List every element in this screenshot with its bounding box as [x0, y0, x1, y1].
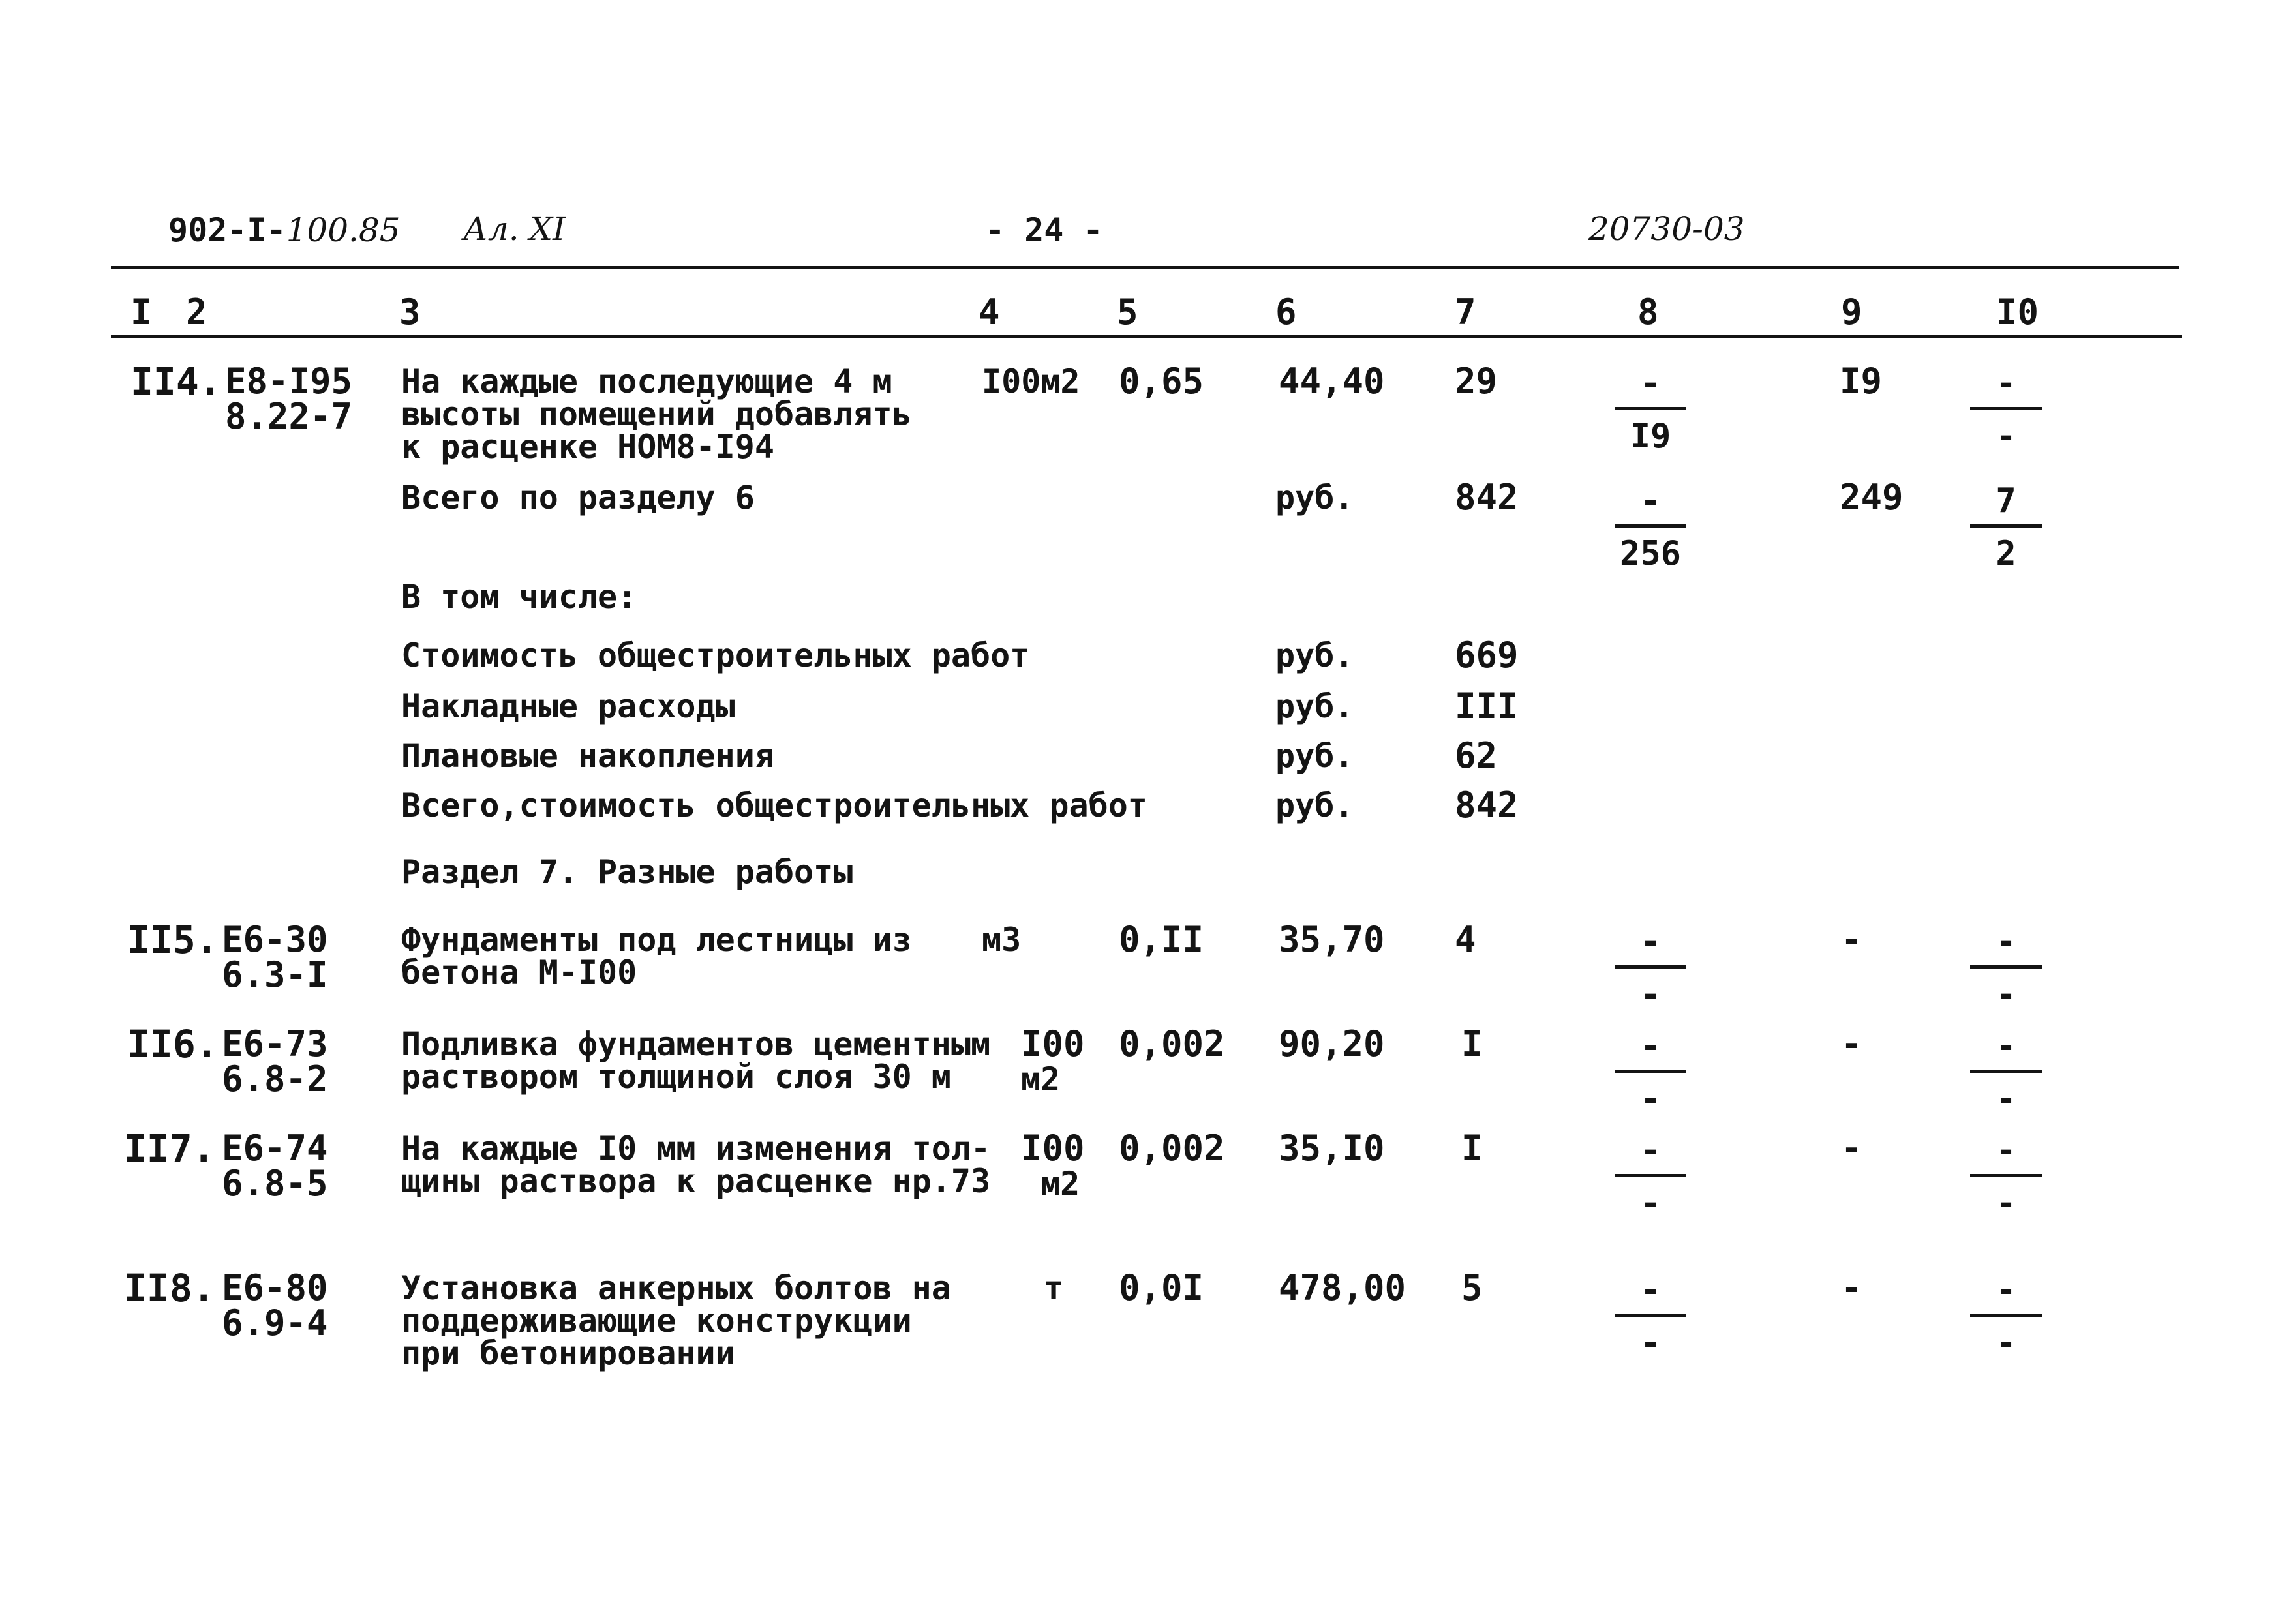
col-header-5: 5: [1117, 292, 1138, 333]
col-header-10: I0: [1996, 292, 2039, 333]
unit: I00: [1021, 1128, 1085, 1169]
total-cost: 4: [1455, 919, 1476, 960]
doc-code-printed: 902-I-: [168, 211, 286, 249]
breakdown-unit: руб.: [1275, 787, 1354, 824]
breakdown-label: Накладные расходы: [401, 687, 735, 725]
rate-subcode: 6.3-I: [222, 954, 328, 995]
col8-fraction: [1615, 1027, 1686, 1119]
fraction-denominator: -: [1640, 1184, 1661, 1223]
col9-value: -: [1841, 919, 1862, 960]
col-header-1: I: [130, 292, 152, 333]
col-header-6: 6: [1275, 292, 1297, 333]
work-description-line: раствором толщиной слоя 30 м: [401, 1058, 951, 1096]
doc-code: [168, 211, 401, 249]
work-description-line: щины раствора к расценке нр.73: [401, 1162, 991, 1200]
breakdown-value: 62: [1455, 735, 1498, 776]
breakdown-unit: руб.: [1275, 687, 1354, 725]
rate-subcode: 6.8-5: [222, 1163, 328, 1204]
fraction-bar: [1970, 965, 2042, 969]
unit: I00: [1021, 1023, 1085, 1064]
fraction-numerator: -: [1640, 922, 1661, 961]
column-header-rule: [111, 335, 2182, 338]
unit-line-2: м2: [1021, 1060, 1061, 1098]
section-total-value: 842: [1455, 477, 1519, 518]
col8-fraction: [1615, 1131, 1686, 1223]
fraction-denominator: -: [1640, 975, 1661, 1014]
quantity: 0,0I: [1119, 1267, 1204, 1308]
fraction-numerator: -: [1640, 1027, 1661, 1066]
breakdown-value: 669: [1455, 635, 1519, 676]
breakdown-label: Стоимость общестроительных работ: [401, 637, 1030, 674]
rate-code: E6-74: [222, 1128, 328, 1169]
total-cost: I: [1461, 1023, 1483, 1064]
fraction-numerator: -: [1996, 364, 2016, 403]
work-description-line: при бетонировании: [401, 1334, 735, 1372]
fraction-denominator: -: [1996, 975, 2016, 1014]
breakdown-label: Всего,стоимость общестроительных работ: [401, 787, 1147, 824]
page-number: - 24 -: [985, 211, 1103, 249]
work-description-line: Подливка фундаментов цементным: [401, 1025, 991, 1063]
fraction-denominator: -: [1996, 1079, 2016, 1119]
col9-value: I9: [1840, 361, 1883, 402]
rate-code: E6-73: [222, 1023, 328, 1064]
fraction-numerator: 7: [1996, 481, 2016, 520]
rate-code: E6-30: [222, 919, 328, 960]
fraction-bar: [1970, 1174, 2042, 1177]
unit-price: 44,40: [1279, 361, 1385, 402]
breakdown-value: III: [1455, 685, 1519, 727]
col10-fraction: [1970, 1273, 2042, 1360]
col10-fraction: [1970, 1131, 2042, 1223]
fraction-denominator: 2: [1996, 534, 2016, 573]
fraction-numerator: -: [1640, 481, 1661, 520]
breakdown-value: 842: [1455, 785, 1519, 826]
quantity: 0,002: [1119, 1128, 1225, 1169]
fraction-numerator: -: [1996, 1131, 2016, 1170]
unit-price: 35,I0: [1279, 1128, 1385, 1169]
col-header-9: 9: [1841, 292, 1862, 333]
col-header-2: 2: [186, 292, 207, 333]
fraction-bar: [1970, 1070, 2042, 1073]
fraction-denominator: 256: [1620, 534, 1681, 573]
unit-price: 35,70: [1279, 919, 1385, 960]
section-total-label: Всего по разделу 6: [401, 479, 755, 517]
work-description-line: Установка анкерных болтов на: [401, 1269, 951, 1307]
work-description-line: высоты помещений добавлять: [401, 395, 912, 433]
rate-subcode: 6.8-2: [222, 1059, 328, 1100]
unit-price: 478,00: [1279, 1267, 1406, 1308]
row-number: II5.: [127, 918, 219, 962]
col10-fraction: [1970, 364, 2042, 456]
header-top-rule: [111, 266, 2179, 269]
row-number: II6.: [127, 1022, 219, 1066]
row-number: II7.: [124, 1126, 215, 1171]
quantity: 0,65: [1119, 361, 1204, 402]
fraction-bar: [1970, 407, 2042, 410]
col-header-8: 8: [1637, 292, 1659, 333]
rate-code: E8-I95: [225, 361, 353, 402]
fraction-numerator: -: [1996, 1271, 2016, 1310]
breakdown-unit: руб.: [1275, 637, 1354, 674]
row-number: II8.: [124, 1266, 215, 1310]
including-label: В том числе:: [401, 578, 637, 616]
unit: I00м2: [982, 363, 1080, 400]
total-cost: I: [1461, 1128, 1483, 1169]
col10-fraction: [1970, 1027, 2042, 1119]
fraction-denominator: -: [1996, 417, 2016, 456]
col8-fraction: [1615, 364, 1686, 456]
fraction-denominator: -: [1996, 1184, 2016, 1223]
fraction-bar: [1615, 1174, 1686, 1177]
doc-code-handwritten: 100.85: [286, 211, 401, 249]
quantity: 0,002: [1119, 1023, 1225, 1064]
col8-fraction: [1615, 922, 1686, 1014]
fraction-denominator: -: [1640, 1323, 1661, 1362]
section-total-unit: руб.: [1275, 479, 1354, 517]
rate-code: E6-80: [222, 1267, 328, 1308]
fraction-denominator: -: [1996, 1323, 2016, 1362]
col9-value: -: [1841, 1023, 1862, 1064]
col8-fraction: [1615, 481, 1686, 573]
col10-fraction: [1970, 481, 2042, 573]
work-description-line: На каждые I0 мм изменения тол-: [401, 1130, 991, 1167]
breakdown-label: Плановые накопления: [401, 737, 774, 775]
unit-price: 90,20: [1279, 1023, 1385, 1064]
rate-subcode: 6.9-4: [222, 1302, 328, 1344]
fraction-denominator: -: [1640, 1079, 1661, 1119]
col8-fraction: [1615, 1273, 1686, 1360]
total-cost: 29: [1455, 361, 1498, 402]
unit-line-2: м2: [1040, 1165, 1080, 1203]
col9-value: 249: [1840, 477, 1904, 518]
fraction-numerator: -: [1996, 1027, 2016, 1066]
work-description-line: бетона М-I00: [401, 954, 637, 991]
work-description-line: к расценке НОМ8-I94: [401, 428, 774, 466]
row-number: II4.: [130, 359, 222, 404]
col-header-4: 4: [979, 292, 1000, 333]
work-description-line: Фундаменты под лестницы из: [401, 921, 912, 959]
fraction-numerator: -: [1640, 364, 1661, 403]
fraction-denominator: I9: [1630, 417, 1671, 456]
col10-fraction: [1970, 922, 2042, 1014]
fraction-numerator: -: [1996, 922, 2016, 961]
col-header-7: 7: [1455, 292, 1476, 333]
fraction-bar: [1970, 1314, 2042, 1317]
quantity: 0,II: [1119, 919, 1204, 960]
registry-number: 20730-03: [1588, 210, 1745, 248]
unit: т: [1044, 1269, 1064, 1307]
rate-subcode: 8.22-7: [225, 396, 353, 437]
col9-value: -: [1841, 1267, 1862, 1308]
fraction-bar: [1970, 524, 2042, 528]
work-description-line: поддерживающие конструкции: [401, 1302, 912, 1340]
fraction-bar: [1615, 1314, 1686, 1317]
unit: м3: [982, 921, 1022, 959]
fraction-bar: [1615, 524, 1686, 528]
fraction-bar: [1615, 407, 1686, 410]
total-cost: 5: [1461, 1267, 1483, 1308]
col-header-3: 3: [399, 292, 421, 333]
fraction-bar: [1615, 965, 1686, 969]
fraction-numerator: -: [1640, 1271, 1661, 1310]
album-number: Ал. XI: [463, 210, 566, 248]
fraction-numerator: -: [1640, 1131, 1661, 1170]
fraction-bar: [1615, 1070, 1686, 1073]
col9-value: -: [1841, 1128, 1862, 1169]
section-7-title: Раздел 7. Разные работы: [401, 853, 853, 891]
work-description-line: На каждые последующие 4 м: [401, 363, 892, 400]
breakdown-unit: руб.: [1275, 737, 1354, 775]
